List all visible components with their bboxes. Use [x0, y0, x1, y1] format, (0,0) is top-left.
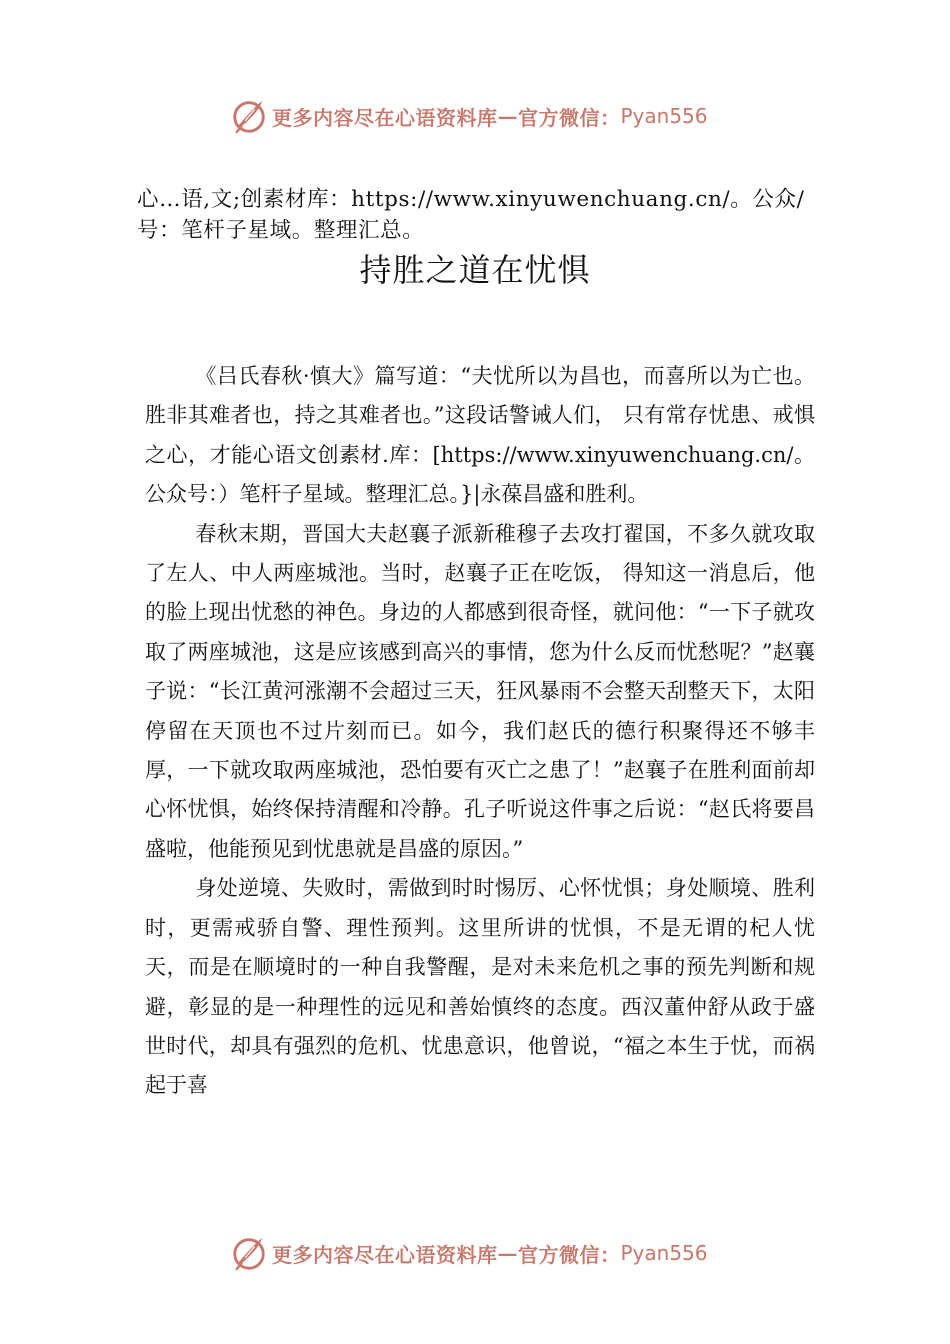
watermark-banner-top [230, 96, 750, 136]
paragraph: 《吕氏春秋·慎大》篇写道：“夫忧所以为昌也，而喜所以为亡也。胜非其难者也，持之其难者也。”这段话警诫人们， 只有常存忧患、戒惧之心，才能心语文创素材.库：[https://www.xinyuwenchuang.cn/。公众号：）笔杆子星域。整理汇总。}|永葆昌盛和胜利。 [145, 364, 815, 507]
watermark-dash: — [497, 1241, 518, 1265]
quill-pen-logo-icon [230, 1234, 268, 1272]
article-body [145, 357, 815, 1106]
quill-pen-logo-icon [230, 97, 268, 135]
watermark-brand-text: 更多内容尽在心语资料库 [272, 1242, 498, 1267]
watermark-wechat-id: Pyan556 [620, 1241, 708, 1265]
paragraph: 春秋末期，晋国大夫赵襄子派新稚穆子去攻打翟国，不多久就攻取了左人、中人两座城池。当时，赵襄子正在吃饭， 得知这一消息后，他的脸上现出忧愁的神色。身边的人都感到很奇怪，就问他：“一下子就攻取了两座城池，这是应该感到高兴的事情，您为什么反而忧愁呢？”赵襄子说：“长江黄河涨潮不会超过三天，狂风暴雨不会整天刮整天下，太阳停留在天顶也不过片刻而已。如今，我们赵氏的德行积聚得还不够丰厚，一下就攻取两座城池，恐怕要有灭亡之患了！”赵襄子在胜利面前却心怀忧惧，始终保持清醒和冷静。孔子听说这件事之后说：“赵氏将要昌盛啦，他能预见到忧患就是昌盛的原因。” [145, 521, 815, 861]
header-note: 心…语,文;创素材库：https://www.xinyuwenchuang.cn/。公众/号：笔杆子星域。整理汇总。 [137, 187, 805, 243]
article-title: 持胜之道在忧惧 [359, 251, 591, 289]
paragraph: 身处逆境、失败时，需做到时时惕厉、心怀忧惧；身处顺境、胜利时，更需戒骄自警、理性预判。这里所讲的忧惧，不是无谓的杞人忧天，而是在顺境时的一种自我警醒，是对未来危机之事的预先判断和规避，彰显的是一种理性的远见和善始慎终的态度。西汉董仲舒从政于盛世时代，却具有强烈的危机、忧患意识，他曾说，“福之本生于忧，而祸起于喜 [145, 876, 815, 1098]
watermark-wechat-label: 官方微信： [518, 105, 621, 130]
watermark-dash: — [497, 104, 518, 128]
watermark-banner-bottom [230, 1233, 750, 1273]
watermark-wechat-id: Pyan556 [620, 104, 708, 128]
watermark-wechat-label: 官方微信： [518, 1242, 621, 1267]
watermark-brand-text: 更多内容尽在心语资料库 [272, 105, 498, 130]
